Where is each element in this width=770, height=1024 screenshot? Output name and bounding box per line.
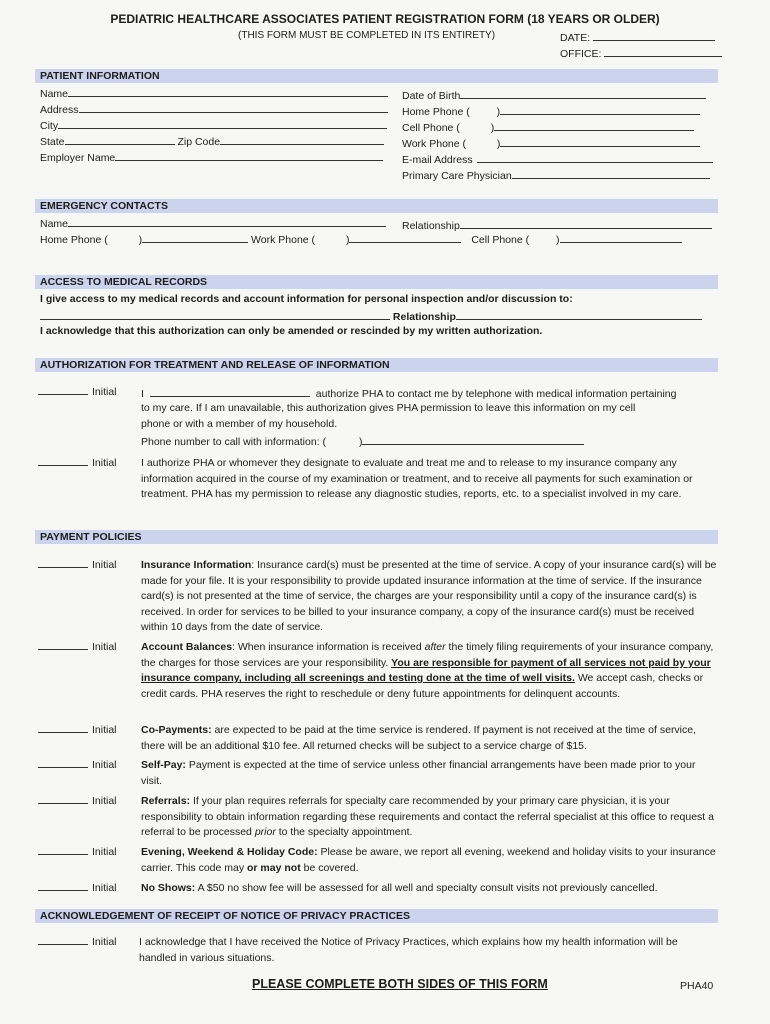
patient-city-line[interactable] <box>58 118 387 129</box>
patient-info-heading: PATIENT INFORMATION <box>35 69 718 83</box>
auth-initial-1-label: Initial <box>92 386 117 398</box>
payment-heading: PAYMENT POLICIES <box>35 530 718 544</box>
patient-address-label: Address <box>40 104 79 116</box>
pay-initial-referrals-label: Initial <box>92 795 117 807</box>
referrals-title: Referrals: <box>141 795 191 807</box>
auth-phone-field[interactable] <box>141 434 584 448</box>
evening-code-text <box>141 845 719 876</box>
emergency-relationship-line[interactable] <box>460 218 712 229</box>
privacy-initial-label: Initial <box>92 936 117 948</box>
evening-code-b: or may not <box>247 861 301 874</box>
office-label: OFFICE: <box>560 48 602 60</box>
auth-initial-1-line[interactable] <box>38 384 88 395</box>
account-balances-text <box>141 640 719 702</box>
account-balances-a: : When insurance information is received <box>232 641 425 653</box>
emergency-home-paren: ) <box>138 234 143 246</box>
access-person-line[interactable] <box>40 309 390 320</box>
account-balances-after: after <box>424 641 446 653</box>
pay-initial-insurance[interactable] <box>38 557 117 571</box>
access-give-text: I give access to my medical records and account information for personal inspection and/or discussion to: <box>40 293 573 305</box>
cell-phone-line[interactable] <box>494 120 694 131</box>
auth-initial-2[interactable] <box>38 455 117 469</box>
auth-item1-line1 <box>141 386 676 400</box>
patient-zip-line[interactable] <box>220 134 384 145</box>
copayments-text <box>141 723 719 754</box>
emergency-phones-field[interactable] <box>40 232 682 246</box>
work-phone-line[interactable] <box>500 136 700 147</box>
selfpay-title: Self-Pay: <box>141 759 186 771</box>
pay-initial-balances-line[interactable] <box>38 639 88 650</box>
pay-initial-referrals-line[interactable] <box>38 793 88 804</box>
patient-zip-label: Zip Code <box>177 136 221 148</box>
auth-phone-line[interactable] <box>362 434 584 445</box>
home-phone-paren: ) <box>496 106 501 118</box>
auth-initial-2-label: Initial <box>92 457 117 469</box>
date-label: DATE: <box>560 32 591 44</box>
access-ack-text: I acknowledge that this authorization can only be amended or rescinded by my written authorization. <box>40 325 543 337</box>
cell-phone-label: Cell Phone ( <box>402 122 460 134</box>
pcp-field[interactable] <box>402 168 710 182</box>
auth-initial-2-line[interactable] <box>38 455 88 466</box>
work-phone-label: Work Phone ( <box>402 138 466 150</box>
selfpay-body: Payment is expected at the time of service unless other financial arrangements have been made prior to your visit. <box>141 759 696 787</box>
emergency-work-phone-line[interactable] <box>349 232 461 243</box>
pay-initial-noshow-label: Initial <box>92 882 117 894</box>
auth-phone-paren: ) <box>358 436 363 448</box>
referrals-a: If your plan requires referrals for specialty care recommended by your primary care physician, it is your responsibility to obtain information regarding these requirements and contact the referral specialist at this office to request a referral to be processed <box>141 795 714 839</box>
auth-initial-1[interactable] <box>38 384 117 398</box>
emergency-work-paren: ) <box>345 234 350 246</box>
office-line[interactable] <box>604 46 722 57</box>
emergency-home-phone-line[interactable] <box>142 232 248 243</box>
auth-phone-label: Phone number to call with information: ( <box>141 436 327 448</box>
pay-initial-selfpay-label: Initial <box>92 759 117 771</box>
auth-item1-i: I <box>141 388 144 400</box>
footer-note: PLEASE COMPLETE BOTH SIDES OF THIS FORM <box>252 977 548 991</box>
pay-initial-copay[interactable] <box>38 722 117 736</box>
auth-item1-line3: phone or with a member of my household. <box>141 418 338 430</box>
date-line[interactable] <box>593 30 715 41</box>
emergency-cell-phone-line[interactable] <box>560 232 682 243</box>
auth-item1-line2: to my care. If I am unavailable, this authorization gives PHA permission to leave this information on my cell <box>141 402 636 414</box>
cell-phone-field[interactable] <box>402 120 694 134</box>
account-balances-title: Account Balances <box>141 641 233 653</box>
pay-initial-noshow-line[interactable] <box>38 880 88 891</box>
work-phone-field[interactable] <box>402 136 700 150</box>
form-title: PEDIATRIC HEALTHCARE ASSOCIATES PATIENT REGISTRATION FORM (18 YEARS OR OLDER) <box>110 12 660 26</box>
cell-phone-paren: ) <box>490 122 495 134</box>
email-field[interactable] <box>402 152 713 166</box>
date-field[interactable] <box>560 30 715 44</box>
emergency-heading: EMERGENCY CONTACTS <box>35 199 718 213</box>
pay-initial-selfpay-line[interactable] <box>38 757 88 768</box>
account-balances-underlined: You are responsible for payment of all services not paid by your insurance company, including all screenings and testing done at the time of well visits. <box>141 656 711 685</box>
access-heading: ACCESS TO MEDICAL RECORDS <box>35 275 718 289</box>
pay-initial-balances[interactable] <box>38 639 117 653</box>
evening-code-title: Evening, Weekend & Holiday Code: <box>141 846 318 858</box>
auth-item1-a: authorize PHA to contact me by telephone with medical information pertaining <box>315 388 677 400</box>
insurance-info-title: Insurance Information <box>141 559 252 571</box>
pay-initial-selfpay[interactable] <box>38 757 117 771</box>
home-phone-line[interactable] <box>500 104 700 115</box>
privacy-initial[interactable] <box>38 934 117 948</box>
emergency-relationship-label: Relationship <box>402 220 460 232</box>
pay-initial-copay-label: Initial <box>92 724 117 736</box>
pay-initial-evening-label: Initial <box>92 846 117 858</box>
pay-initial-copay-line[interactable] <box>38 722 88 733</box>
noshow-text <box>141 881 719 897</box>
access-relationship-label: Relationship <box>392 311 456 323</box>
patient-state-label: State <box>40 136 65 148</box>
emergency-cell-paren: ) <box>556 234 560 246</box>
referrals-text <box>141 794 719 841</box>
pcp-label: Primary Care Physician <box>402 170 512 182</box>
form-code: PHA40 <box>680 980 714 992</box>
auth-name-line[interactable] <box>150 386 310 397</box>
authorization-heading: AUTHORIZATION FOR TREATMENT AND RELEASE OF INFORMATION <box>35 358 718 372</box>
pay-initial-insurance-line[interactable] <box>38 557 88 568</box>
privacy-text: I acknowledge that I have received the Notice of Privacy Practices, which explains how my health information will be handled in various situations. <box>139 936 678 964</box>
privacy-initial-line[interactable] <box>38 934 88 945</box>
office-field[interactable] <box>560 46 722 60</box>
emergency-name-field[interactable] <box>40 216 386 230</box>
copayments-body: are expected to be paid at the time service is rendered. If payment is not received at the time of service, there will be an additional $10 fee. All returned checks will be subject to a service charge of $15. <box>141 724 697 752</box>
emergency-name-label: Name <box>40 218 69 230</box>
email-label: E-mail Address <box>402 154 473 166</box>
noshow-body: A $50 no show fee will be assessed for all well and specialty consult visits not previously cancelled. <box>195 882 658 894</box>
patient-state-field[interactable] <box>40 134 384 148</box>
insurance-info-text <box>141 558 719 636</box>
patient-address-field[interactable] <box>40 102 388 116</box>
emergency-cell-phone-label: Cell Phone ( <box>471 234 530 246</box>
pay-initial-noshow[interactable] <box>38 880 117 894</box>
email-line[interactable] <box>477 152 713 163</box>
selfpay-text <box>141 758 719 789</box>
dob-label: Date of Birth <box>402 90 461 102</box>
noshow-title: No Shows: <box>141 882 196 894</box>
insurance-info-body: : Insurance card(s) must be presented at the time of service. A copy of your insurance card(s) will be made for your file. It is your responsibility to provide updated insurance information at the time of service. If the insurance card(s) is not presented at the time of service, the charges are your responsibility until a copy of the insurance card(s) is received. In order for services to be billed to your insurance company, a copy of the insurance card(s) must be received within 10 days from the date of service. <box>141 559 717 634</box>
pay-initial-insurance-label: Initial <box>92 559 117 571</box>
emergency-home-phone-label: Home Phone ( <box>40 234 108 246</box>
patient-employer-label: Employer Name <box>40 152 116 164</box>
patient-employer-field[interactable] <box>40 150 383 164</box>
privacy-heading: ACKNOWLEDGEMENT OF RECEIPT OF NOTICE OF PRIVACY PRACTICES <box>35 909 718 923</box>
pcp-line[interactable] <box>512 168 710 179</box>
patient-city-label: City <box>40 120 59 132</box>
copayments-title: Co-Payments: <box>141 724 212 736</box>
form-subtitle: (THIS FORM MUST BE COMPLETED IN ITS ENTIRETY) <box>238 30 496 41</box>
referrals-prior: prior <box>254 826 276 839</box>
auth-item2-text: I authorize PHA or whomever they designate to evaluate and treat me and to release to my insurance company any information acquired in the course of my examination or treatment, and to receive all payments for such examination or treatment. PHA has my permission to release any diagnostic studies, reports, etc. to a specialist involved in my care. <box>141 457 693 501</box>
patient-employer-line[interactable] <box>115 150 383 161</box>
evening-code-a: Please be aware, we report all evening, weekend and holiday visits to your insurance carrier. This code may <box>141 846 716 874</box>
work-phone-paren: ) <box>496 138 501 150</box>
patient-state-line[interactable] <box>65 134 175 145</box>
emergency-work-phone-label: Work Phone ( <box>251 234 316 246</box>
account-balances-b: the timely filing requirements of your insurance company, the charges for those services are your responsibility. <box>141 641 714 669</box>
emergency-name-line[interactable] <box>68 216 386 227</box>
patient-address-line[interactable] <box>79 102 388 113</box>
pay-initial-balances-label: Initial <box>92 641 117 653</box>
patient-city-field[interactable] <box>40 118 387 132</box>
evening-code-c: be covered. <box>300 861 359 874</box>
pay-initial-evening[interactable] <box>38 844 117 858</box>
dob-field[interactable] <box>402 88 706 102</box>
home-phone-label: Home Phone ( <box>402 106 470 118</box>
access-relationship-line[interactable] <box>456 309 702 320</box>
patient-name-field[interactable] <box>40 86 388 100</box>
emergency-relationship-field[interactable] <box>402 218 712 232</box>
patient-name-label: Name <box>40 88 69 100</box>
home-phone-field[interactable] <box>402 104 700 118</box>
dob-line[interactable] <box>460 88 706 99</box>
patient-name-line[interactable] <box>68 86 388 97</box>
access-relationship-field[interactable] <box>40 309 702 323</box>
pay-initial-evening-line[interactable] <box>38 844 88 855</box>
pay-initial-referrals[interactable] <box>38 793 117 807</box>
referrals-b: to the specialty appointment. <box>275 826 413 839</box>
account-balances-c: We accept cash, checks or credit cards. PHA reserves the right to reschedule or deny future appointments for delinquent accounts. <box>141 672 704 700</box>
